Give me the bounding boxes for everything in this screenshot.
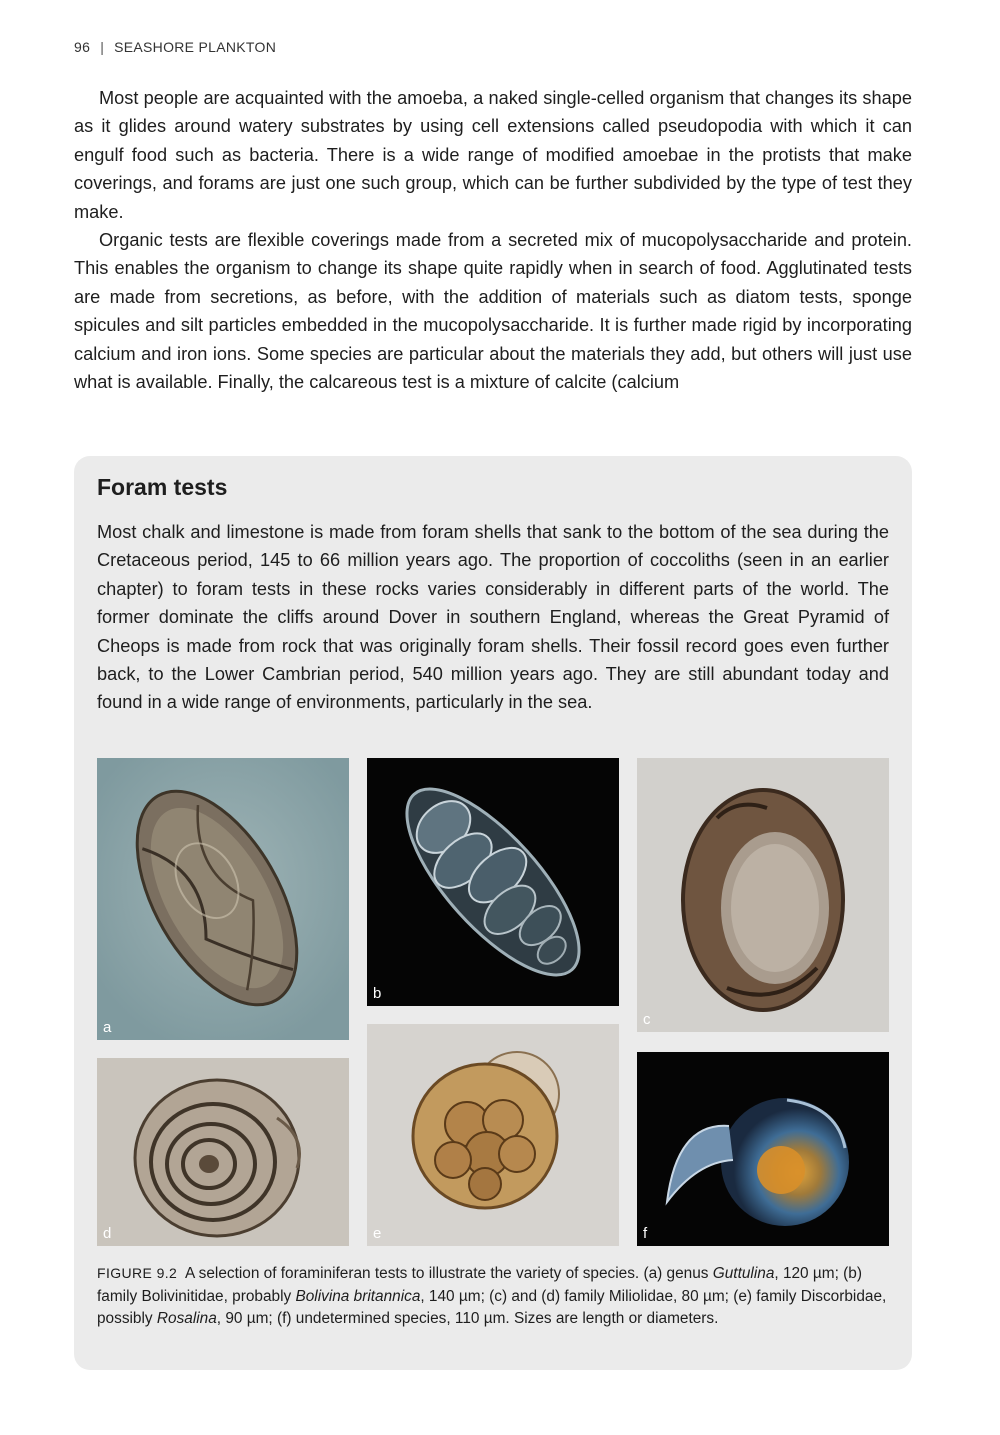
foram-miliolid-c-image [637,758,889,1032]
header-separator: | [100,39,105,55]
caption-taxon: Rosalina [156,1310,217,1328]
foram-rosalina-image [367,1024,619,1246]
figure-number: FIGURE 9.2 [97,1265,178,1281]
foram-miliolid-d-image [97,1058,349,1246]
caption-text: , 140 µm; (c) and (d) family Miliolidae, 80 µm; (e) family Discorbidae, possibly [97,1287,887,1328]
foram-undetermined-image [637,1052,889,1246]
body-paragraph: Most people are acquainted with the amoeba, a naked single-celled organism that changes its shape as it glides around watery substrates by using cell extensions called pseudopodia with which it can engulf food such as bacteria. There is a wide range of modified amoebae in the protists that make coverings, and forams are just one such group, which can be further subdivided by the type of test they make. [74,88,912,222]
caption-taxon: Guttulina [712,1265,775,1282]
panel-label-c: c [643,1011,651,1028]
foram-guttulina-image [97,758,349,1040]
figure-caption [97,1262,887,1331]
figure-panel-a [97,758,349,1040]
figure-panel-e [367,1024,619,1246]
box-text: Most chalk and limestone is made from foram shells that sank to the bottom of the sea during the Cretaceous period, 145 to 66 million years ago. The proportion of coccoliths (seen in an earlier chapter) to foram tests in these rocks varies considerably in different parts of the world. The former dominate the cliffs around Dover in southern England, whereas the Great Pyramid of Cheops is made from rock that was originally foram shells. Their fossil record goes even further back, to the Lower Cambrian period, 540 million years ago. They are still abundant today and found in a wide range of environments, particularly in the sea. [97,522,889,713]
foram-bolivina-image [367,758,619,1006]
caption-taxon: Bolivina britannica [295,1287,421,1305]
caption-text: , 120 µm; (b) family Bolivinitidae, probably [97,1265,862,1305]
panel-label-b: b [373,985,382,1002]
figure-panel-c [637,758,889,1032]
figure-panel-b [367,758,619,1006]
panel-label-a: a [103,1019,112,1036]
panel-label-f: f [643,1225,648,1242]
body-paragraph: Organic tests are flexible coverings made from a secreted mix of mucopolysaccharide and protein. This enables the organism to change its shape quite rapidly when in search of food. Agglutinated tests are made from secretions, as before, with the addition of materials such as diatom tests, sponge spicules and silt particles embedded in the mucopolysaccharide. It is further made rigid by incorporating calcium and iron ions. Some species are particular about the materials they add, but others will just use what is available. Finally, the calcareous test is a mixture of calcite (calcium [74,230,912,393]
panel-label-e: e [373,1225,382,1242]
caption-text: A selection of foraminiferan tests to illustrate the variety of species. (a) genus [184,1265,713,1282]
running-header [74,39,276,55]
sidebar-box [74,456,912,1370]
figure-panel-f [637,1052,889,1246]
running-title: SEASHORE PLANKTON [114,39,277,55]
page-number: 96 [74,39,91,55]
panel-label-d: d [103,1225,112,1242]
box-title: Foram tests [97,474,228,500]
caption-text: , 90 µm; (f) undetermined species, 110 µm. Sizes are length or diameters. [216,1310,719,1328]
figure-panel-d [97,1058,349,1246]
body-text [74,84,912,396]
